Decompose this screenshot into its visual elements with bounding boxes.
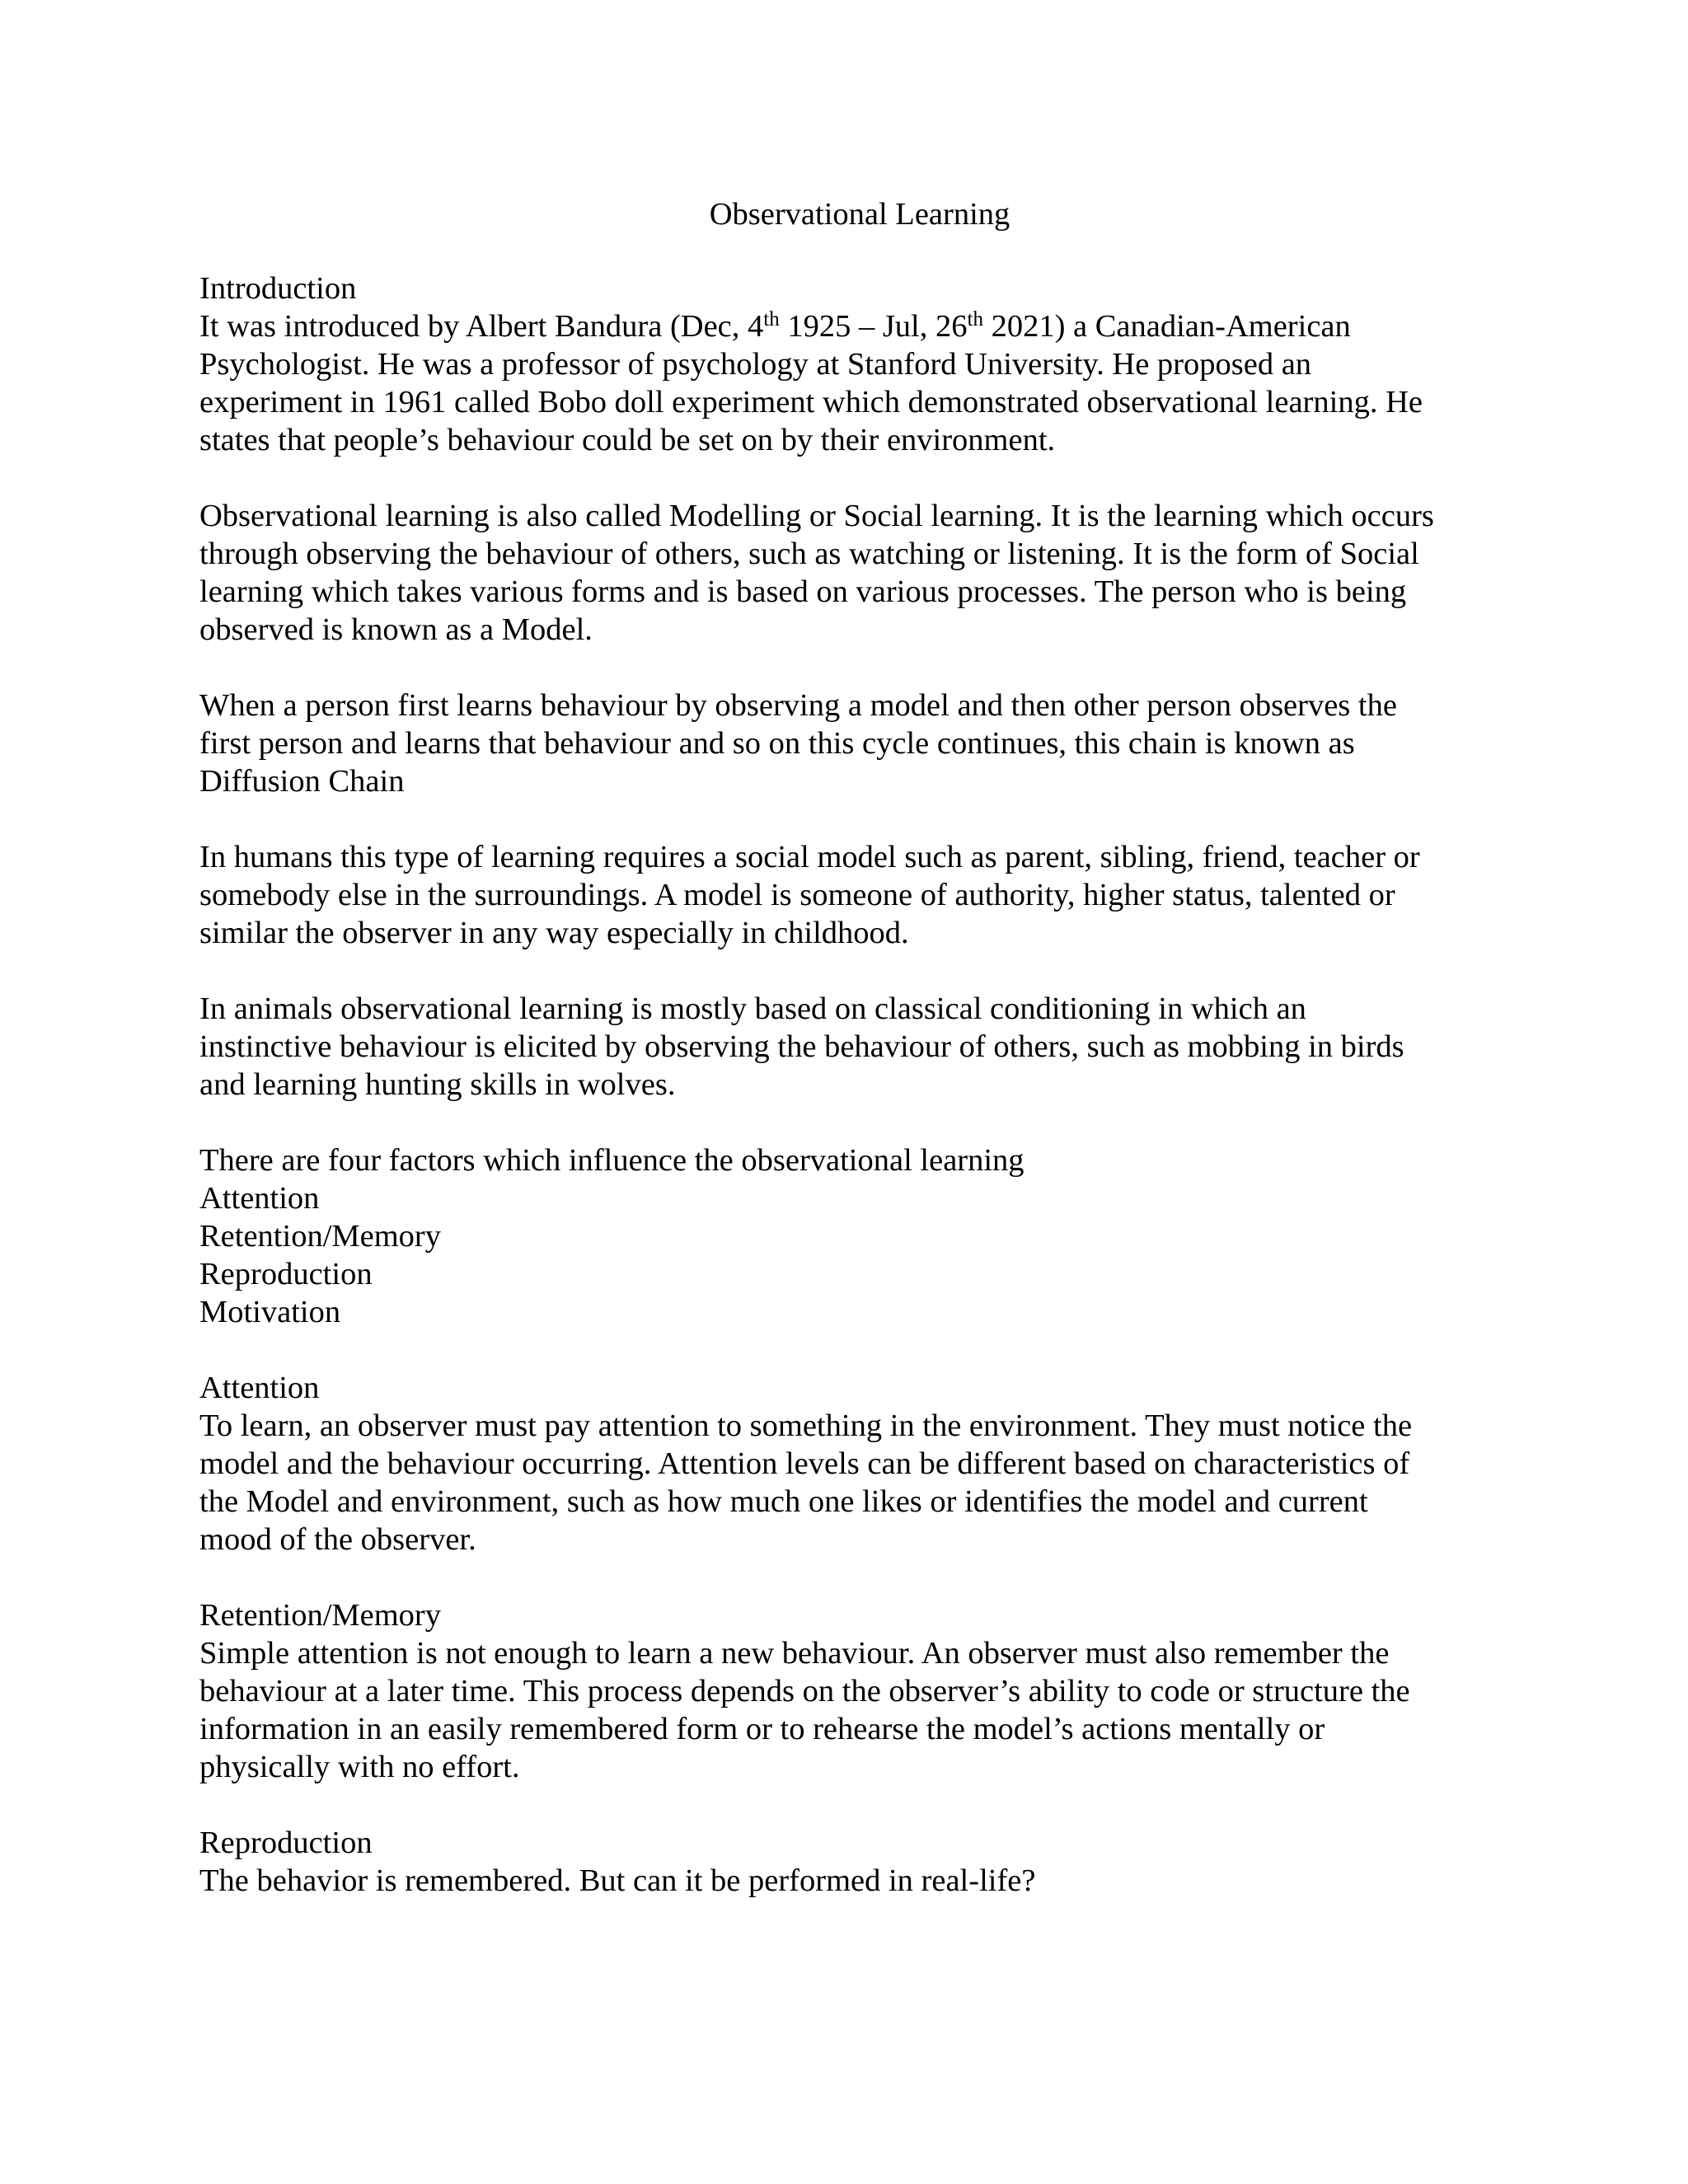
paragraph-gap — [199, 649, 1493, 687]
paragraph-gap — [199, 1331, 1493, 1369]
paragraph-line: similar the observer in any way especially in childhood. — [199, 916, 909, 950]
intro-line-1-part-c: 2021) a Canadian-American — [982, 309, 1351, 344]
section-paragraph-attention — [199, 1407, 1493, 1558]
factor-item-reproduction: Reproduction — [199, 1257, 373, 1291]
paragraph-gap — [199, 459, 1493, 497]
paragraph-line: Simple attention is not enough to learn a new behaviour. An observer must also remember the — [199, 1636, 1390, 1671]
birth-date-superscript: th — [763, 308, 780, 330]
paragraph-line: model and the behaviour occurring. Attention levels can be different based on characteristics of — [199, 1446, 1410, 1481]
paragraph-line: physically with no effort. — [199, 1750, 520, 1784]
document-title — [199, 195, 1493, 233]
paragraph-modelling — [199, 497, 1493, 649]
section-attention — [199, 1369, 1493, 1558]
section-heading-reproduction: Reproduction — [199, 1825, 373, 1860]
section-reproduction — [199, 1824, 1493, 1900]
paragraph-line: In humans this type of learning requires a social model such as parent, sibling, friend, teacher or — [199, 840, 1420, 874]
intro-section — [199, 269, 1493, 459]
section-paragraph-reproduction — [199, 1862, 1493, 1900]
paragraph-line: first person and learns that behaviour and so on this cycle continues, this chain is known as — [199, 726, 1355, 761]
factor-item-retention: Retention/Memory — [199, 1219, 441, 1254]
paragraph-diffusion-chain — [199, 687, 1493, 800]
intro-line-4: states that people’s behaviour could be set on by their environment. — [199, 423, 1056, 457]
intro-line-2: Psychologist. He was a professor of psychology at Stanford University. He proposed an — [199, 347, 1312, 382]
paragraph-gap — [199, 1786, 1493, 1824]
paragraph-line: learning which takes various forms and is based on various processes. The person who is being — [199, 574, 1407, 609]
paragraph-line: behaviour at a later time. This process depends on the observer’s ability to code or structure the — [199, 1674, 1410, 1708]
paragraph-line: information in an easily remembered form or to rehearse the model’s actions mentally or — [199, 1712, 1325, 1746]
paragraph-line: In animals observational learning is mostly based on classical conditioning in which an — [199, 991, 1306, 1026]
intro-line-1 — [199, 307, 1493, 345]
intro-paragraph — [199, 307, 1493, 459]
factors-list — [199, 1179, 1493, 1331]
paragraph-line: instinctive behaviour is elicited by observing the behaviour of others, such as mobbing in birds — [199, 1029, 1404, 1064]
paragraph-line: somebody else in the surroundings. A model is someone of authority, higher status, talented or — [199, 878, 1395, 912]
paragraph-line: Observational learning is also called Modelling or Social learning. It is the learning which occurs — [199, 499, 1434, 533]
factor-item-motivation: Motivation — [199, 1295, 341, 1329]
factors-intro: There are four factors which influence the observational learning — [199, 1143, 1025, 1178]
intro-line-1-part-b: 1925 – Jul, 26 — [779, 309, 968, 344]
paragraph-line: The behavior is remembered. But can it be performed in real-life? — [199, 1863, 1036, 1898]
paragraph-line: mood of the observer. — [199, 1522, 476, 1557]
paragraph-line: and learning hunting skills in wolves. — [199, 1067, 676, 1102]
section-heading-attention: Attention — [199, 1371, 320, 1405]
paragraph-gap — [199, 800, 1493, 838]
paragraph-humans — [199, 838, 1493, 952]
paragraph-line: Diffusion Chain — [199, 764, 405, 799]
document-title-text: Observational Learning — [709, 197, 1010, 232]
paragraph-gap — [199, 1104, 1493, 1141]
paragraph-line: observed is known as a Model. — [199, 612, 593, 647]
factor-item-attention: Attention — [199, 1181, 320, 1216]
section-heading-retention: Retention/Memory — [199, 1598, 441, 1633]
paragraph-line: through observing the behaviour of others, such as watching or listening. It is the form of Social — [199, 537, 1419, 571]
paragraph-gap — [199, 1558, 1493, 1596]
document-body — [199, 195, 1493, 1900]
section-paragraph-retention — [199, 1634, 1493, 1786]
paragraph-line: To learn, an observer must pay attention to something in the environment. They must notice the — [199, 1408, 1413, 1443]
intro-line-1-part-a: It was introduced by Albert Bandura (Dec, 4 — [199, 309, 764, 344]
intro-heading: Introduction — [199, 271, 357, 306]
section-retention — [199, 1596, 1493, 1786]
paragraph-line: When a person first learns behaviour by observing a model and then other person observes the — [199, 688, 1397, 723]
paragraph-line: the Model and environment, such as how much one likes or identifies the model and current — [199, 1484, 1368, 1519]
paragraph-gap — [199, 952, 1493, 990]
paragraph-animals — [199, 990, 1493, 1104]
intro-line-3: experiment in 1961 called Bobo doll experiment which demonstrated observational learning. He — [199, 385, 1423, 419]
factors-section — [199, 1141, 1493, 1331]
death-date-superscript: th — [967, 308, 983, 330]
